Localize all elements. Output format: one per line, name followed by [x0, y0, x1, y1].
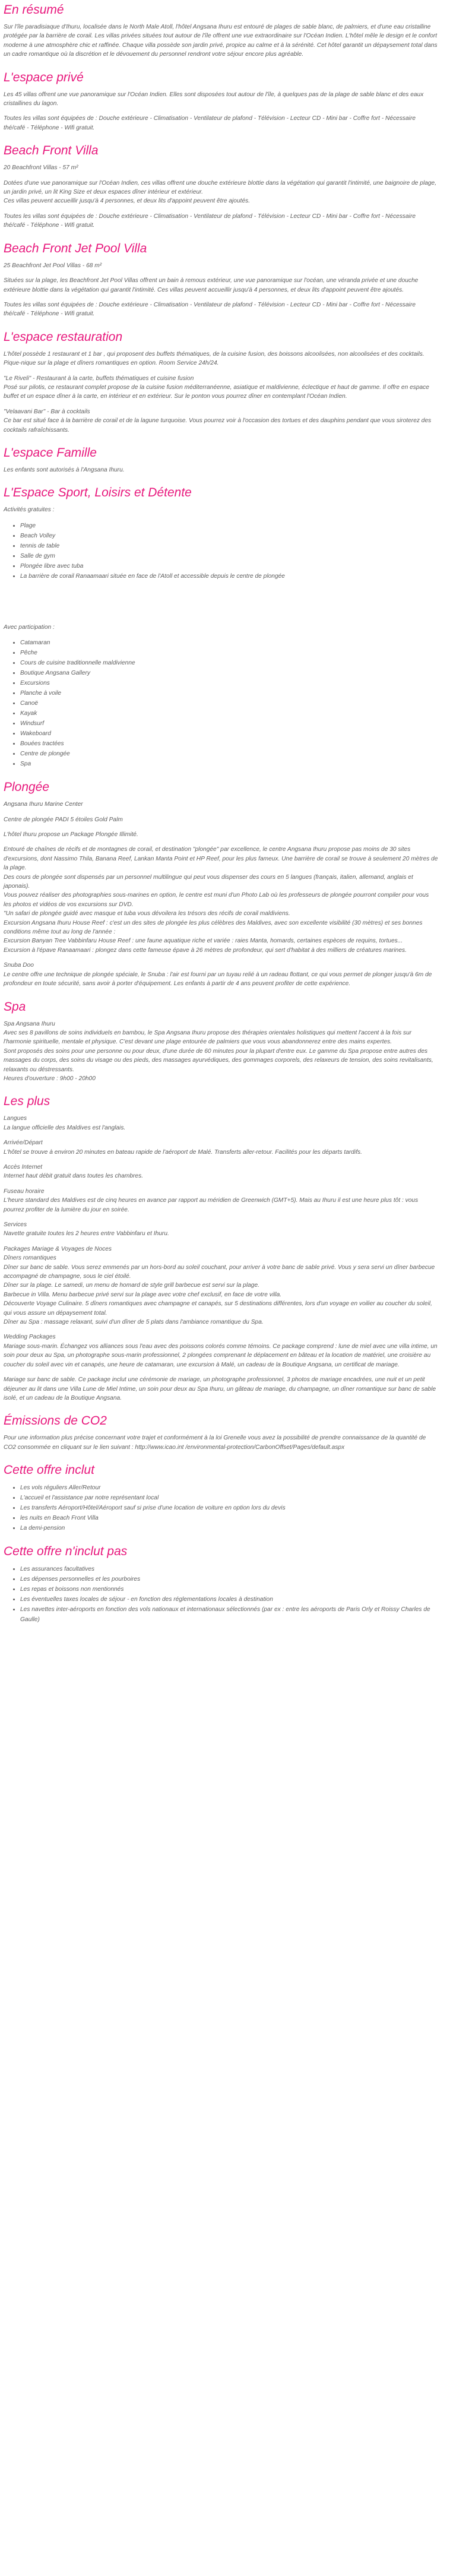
beach-villa-description: Dotées d'une vue panoramique sur l'Océan Indien, ces villas offrent une douche extérieure blottie dans la végétation qui garantit l'intimité, une baignoire de plage, un jardin privé, un lit King Size et deux espaces dîner intérieur et extérieur. Ces villas peuvent accueillir jusqu'à 4 personnes, et deux lits d'appoint peuvent être ajoutés.: [4, 179, 437, 205]
list-item: • tennis de table: [20, 541, 438, 551]
restauration-intro: L'hôtel possède 1 restaurant et 1 bar , qui proposent des buffets thématiques, de la cuisine fusion, des boissons alcoolisées, non alcoolisées et des cocktails. Pique-nique sur la plage et dîners romantiques en option. Room Service 24h/24.: [4, 350, 424, 367]
list-item: • Wakeboard: [20, 729, 438, 739]
section-title-sport: L'Espace Sport, Loisirs et Détente: [4, 486, 192, 500]
section-title-offre-inclut: Cette offre inclut: [4, 1463, 94, 1477]
section-title-spa: Spa: [4, 999, 26, 1014]
plus-packages: Packages Mariage & Voyages de Noces Dîners romantiques Dîner sur banc de sable. Vous serez emmenés par un hors-bord au soleil couchant, pour arriver à votre banc de sable privé. Vous y sera servi un dîner barbecue accompagné de champagne, sous le ciel étoilé. Dîner sur la plage. Le samedi, un menu de homard de style grill barbecue est servi sur la plage. Barbecue in Villa. Menu barbecue privé servi sur la plage avec votre chef exclusif, en face de votre villa. Découverte Voyage Culinaire. 5 dîners romantiques avec champagne et canapés, sur 5 destinations différentes, lors d'un voyage en voilier au coucher du soleil, qui vous assure un dépaysement total. Dîner au Spa : massage relaxant, suivi d'un dîner de 5 plats dans l'ambiance romantique du Spa.: [4, 1245, 435, 1326]
section-co2: [4, 1413, 438, 1452]
list-item: • Plage: [20, 521, 438, 531]
list-item: • Windsurf: [20, 719, 438, 729]
list-item: • les nuits en Beach Front Villa: [20, 1513, 438, 1523]
section-title-plongee: Plongée: [4, 780, 50, 795]
spa-description: Spa Angsana Ihuru Avec ses 8 pavillons de soins individuels en bambou, le Spa Angsana Ihuru propose des thérapies orientales holistiques qui mettent l'accent à la fois sur l'harmonie spirituelle, mentale et physique. C'est devant une plage entourée de palmiers que vous vous abandonnerez entre des mains expertes. Sont proposés des soins pour une personne ou pour deux, d'une durée de 60 minutes pour la plupart d'entre eux. Le gamme du Spa propose entre autres des massages du corps, des soins du visage ou des pieds, des massages ayurvédiques, des gommages corporels, des relaxeurs de tension, des soins revitalisants, relaxants ou déstressants. Heures d'ouverture : 9h00 - 20h00: [4, 1020, 433, 1082]
paid-activities-label: Avec participation :: [4, 624, 55, 631]
plus-langues: Langues La langue officielle des Maldives est l'anglais.: [4, 1115, 126, 1131]
included-list: [4, 1483, 438, 1533]
jet-pool-size: 25 Beachfront Jet Pool Villas - 68 m²: [4, 262, 102, 269]
plus-wedding: Wedding Packages Mariage sous-marin. Échangez vos alliances sous l'eau avec des poissons colorés comme témoins. Ce package comprend : lune de miel avec une villa intime, un soin pour deux au Spa, un photographe sous-marin professionnel, 2 plongées comprenant le déplacement en bâteau et la location de matériel, une croisière au coucher du soleil avec vin et canapés, une heure de catamaran, une excursion à Malé, un cadeau de la Boutique Angsana, un certificat de mariage.: [4, 1334, 438, 1368]
restauration-bar: "Velaavani Bar" - Bar à cocktails Ce bar est situé face à la barrière de corail et de la lagune turquoise. Vous pourrez voir à l'occasion des tortues et des dauphins pendant que vous siroterez des cocktails rafraîchissants.: [4, 408, 432, 433]
jet-pool-description: Situées sur la plage, les Beachfront Jet Pool Villas offrent un bain à remous extérieur, une vue panoramique sur l'océan, une véranda privée et une douche extérieure blottie dans la végétation qui garantit l'intimité. Ces villas peuvent accueillir jusqu'à 4 personnes, et deux lits d'appoint peuvent être ajoutés.: [4, 277, 419, 293]
section-sport: [4, 485, 438, 769]
list-item: • Beach Volley: [20, 531, 438, 541]
plus-mariage-sable: Mariage sur banc de sable. Ce package inclut une cérémonie de mariage, un photographe professionnel, 3 photos de mariage encadrées, une nuit et un petit déjeuner au lit dans une Villa Lune de Miel Intime, un soin pour deux au Spa Ihuru, un gâteau de mariage, du champagne, un dîner romantique sur banc de sable isolé, et un cadeau de la Boutique Angsana.: [4, 1376, 436, 1401]
list-item: • Kayak: [20, 708, 438, 719]
list-item: • Les dépenses personnelles et les pourboires: [20, 1574, 438, 1584]
jet-pool-equipment: Toutes les villas sont équipées de : Douche extérieure - Climatisation - Ventilateur de plafond - Télévision - Lecteur CD - Mini bar - Coffre fort - Nécessaire thé/café - Téléphone - Wifi gratuit.: [4, 301, 416, 318]
list-item: • Pêche: [20, 648, 438, 658]
not-included-list: [4, 1564, 438, 1625]
co2-text: Pour une information plus précise concernant votre trajet et conformément à la loi Grenelle vous avez la possibilité de prendre connaissance de la quantité de CO2 consommée en cliquant sur le lien suivant : http://www.icao.int /environmental-protection/CarbonOffset/Pages/default.aspx: [4, 1435, 426, 1451]
list-item: • La barrière de corail Ranaamaari située en face de l'Atoll et accessible depuis le centre de plongée: [20, 571, 438, 581]
plongee-package: L'hôtel Ihuru propose un Package Plongée Illimité.: [4, 831, 138, 838]
beach-villa-size: 20 Beachfront Villas - 57 m²: [4, 164, 78, 172]
list-item: • Salle de gym: [20, 551, 438, 561]
famille-text: Les enfants sont autorisés à l'Angsana Ihuru.: [4, 466, 125, 473]
list-item: • Catamaran: [20, 638, 438, 648]
section-resume: [4, 2, 438, 59]
list-item: • Spa: [20, 759, 438, 769]
list-item: • Les assurances facultatives: [20, 1564, 438, 1574]
espace-prive-equipment: Toutes les villas sont équipées de : Douche extérieure - Climatisation - Ventilateur de plafond - Télévision - Lecteur CD - Mini bar - Coffre fort - Nécessaire thé/café - Téléphone - Wifi gratuit.: [4, 115, 416, 131]
section-title-offre-n-inclut-pas: Cette offre n'inclut pas: [4, 1545, 128, 1559]
list-item: • Boutique Angsana Gallery: [20, 668, 438, 678]
section-title-famille: L'espace Famille: [4, 445, 97, 460]
section-restauration: [4, 330, 438, 435]
list-item: • Les éventuelles taxes locales de séjour - en fonction des réglementations locales à destination: [20, 1594, 438, 1605]
section-famille: [4, 445, 438, 474]
beach-villa-equipment: Toutes les villas sont équipées de : Douche extérieure - Climatisation - Ventilateur de plafond - Télévision - Lecteur CD - Mini bar - Coffre fort - Nécessaire thé/café - Téléphone - Wifi gratuit.: [4, 213, 416, 229]
free-activities-label: Activités gratuites :: [4, 507, 55, 514]
list-item: • Canoë: [20, 698, 438, 708]
free-activities-list: [4, 521, 438, 581]
section-title-co2: Émissions de CO2: [4, 1414, 107, 1428]
plongee-center: Angsana Ihuru Marine Center: [4, 801, 83, 808]
section-title-resume: En résumé: [4, 3, 64, 17]
list-item: • Centre de plongée: [20, 749, 438, 759]
section-offre-n-inclut-pas: [4, 1544, 438, 1625]
section-title-espace-prive: L'espace privé: [4, 70, 84, 84]
list-item: • Cours de cuisine traditionnelle maldivienne: [20, 658, 438, 668]
section-spa: [4, 999, 438, 1084]
list-item: • Bouées tractées: [20, 739, 438, 749]
paid-activities-list: [4, 638, 438, 769]
plongee-padi: Centre de plongée PADI 5 étoiles Gold Palm: [4, 816, 123, 823]
list-item: • Excursions: [20, 678, 438, 688]
section-les-plus: [4, 1094, 438, 1403]
spacer: [4, 587, 438, 623]
plus-internet: Accès Internet Internet haut débit gratuit dans toutes les chambres.: [4, 1163, 144, 1180]
section-title-restauration: L'espace restauration: [4, 330, 123, 344]
section-title-les-plus: Les plus: [4, 1094, 50, 1109]
list-item: • Plongée libre avec tuba: [20, 561, 438, 571]
list-item: • Les navettes inter-aéroports en fonction des vols nationaux et internationaux sélectionnés (par ex : entre les aéroports de Paris Orly et Roissy Charles de Gaulle): [20, 1605, 438, 1625]
plus-arrivee-depart: Arrivée/Départ L'hôtel se trouve à environ 20 minutes en bateau rapide de l'aéroport de Malé. Transferts aller-retour. Facilités pour les départs tardifs.: [4, 1140, 362, 1156]
espace-prive-text: Les 45 villas offrent une vue panoramique sur l'Océan Indien. Elles sont disposées tout autour de l'île, à quelques pas de la plage de sable blanc et des eaux cristallines du lagon.: [4, 91, 424, 107]
list-item: • Planche à voile: [20, 688, 438, 698]
resume-text: Sur l'île paradisiaque d'Ihuru, localisée dans le North Male Atoll, l'hôtel Angsana Ihuru est entouré de plages de sable blanc, de palmiers, et d'une eau cristalline protégée par la barrière de corail. Les villas privées situées tout autour de l'île offrent une vue extraordinaire sur l'Océan Indien. L'hôtel mêle le design et le confort moderne à une atmosphère chic et raffinée. Chaque villa possède son jardin privé, propice au calme et à la sérénité. Cet hôtel garantit un dépaysement total dans un cadre romantique où la discrétion et le dévouement du personnel rendront votre séjour encore plus agréable.: [4, 24, 438, 58]
list-item: • Les transferts Aéroport/Hôtel/Aéroport sauf si prise d'une location de voiture en option lors du devis: [20, 1503, 438, 1513]
list-item: • L'accueil et l'assistance par notre représentant local: [20, 1493, 438, 1503]
section-plongee: [4, 780, 438, 988]
plongee-snuba: Snuba Doo Le centre offre une technique de plongée spéciale, le Snuba : l'air est fourni par un tuyau relié à un radeau flottant, ce qui vous permet de plonger jusqu'à 6m de profondeur en toute sécurité, sans avoir à porter d'équipement. Les enfants à partir de 4 ans peuvent profiter de cette expérience.: [4, 962, 432, 988]
section-title-jet-pool-villa: Beach Front Jet Pool Villa: [4, 241, 147, 255]
plus-services: Services Navette gratuite toutes les 2 heures entre Vabbinfaru et Ihuru.: [4, 1221, 169, 1238]
restauration-riveli: "Le Riveli" - Restaurant à la carte, buffets thématiques et cuisine fusion Posé sur pilotis, ce restaurant complet propose de la cuisine fusion méditerranéenne, asiatique et maldivienne, éclectique et haut de gamme. Il offre en espace buffet et un espace dîner à la carte, en intérieur et en extérieur. Sur le ponton vous pourrez dîner en contemplant l'Océan Indien.: [4, 375, 429, 400]
section-offre-inclut: [4, 1463, 438, 1533]
section-title-beach-front-villa: Beach Front Villa: [4, 144, 99, 158]
list-item: • Les vols réguliers Aller/Retour: [20, 1483, 438, 1493]
section-beach-front-villa: [4, 143, 438, 230]
plongee-description: Entouré de chaînes de récifs et de montagnes de corail, et destination "plongée" par excellence, le centre Angsana Ihuru propose pas moins de 30 sites d'excursions, dont Nassimo Thila, Banana Reef, Lankan Manta Point et HP Reef, pour les plus fameux. Une barrière de corail se trouve à seulement 20 mètres de la plage. Des cours de plongée sont dispensés par un personnel multilingue qui peut vous dispenser des cours en 5 langues (français, italien, allemand, anglais et japonais). Vous pouvez réaliser des photographies sous-marines en option, le centre est muni d'un Photo Lab où les professeurs de plongée pourront compiler pour vous les photos et vidéos de vos excursions sur DVD. "Un safari de plongée guidé avec masque et tuba vous dévoilera les trésors des récifs de corail maldiviens. Excursion Angsana Ihuru House Reef : c'est un des sites de plongée les plus célèbres des Maldives, avec son excellente visibilité (30 mètres) et ses bonnes conditions même tout au long de l'année : Excursion Banyan Tree Vabbinfaru House Reef : une faune aquatique riche et variée : raies Manta, homards, certaines espèces de requins, tortues... Excursion à l'épave Ranaamaari : plongez dans cette fameuse épave à 26 mètres de profondeur, qui sert d'habitat à des milliers de créatures marines.: [4, 846, 438, 954]
section-espace-prive: [4, 70, 438, 133]
plus-fuseau-horaire: Fuseau horaire L'heure standard des Maldives est de cinq heures en avance par rapport au méridien de Greenwich (GMT+5). Mais au Ihuru il est une heure plus tôt : vous pourrez profiter de la lumière du jour en soirée.: [4, 1188, 419, 1213]
list-item: • Les repas et boissons non mentionnés: [20, 1584, 438, 1594]
section-jet-pool-villa: [4, 241, 438, 319]
list-item: • La demi-pension: [20, 1523, 438, 1533]
